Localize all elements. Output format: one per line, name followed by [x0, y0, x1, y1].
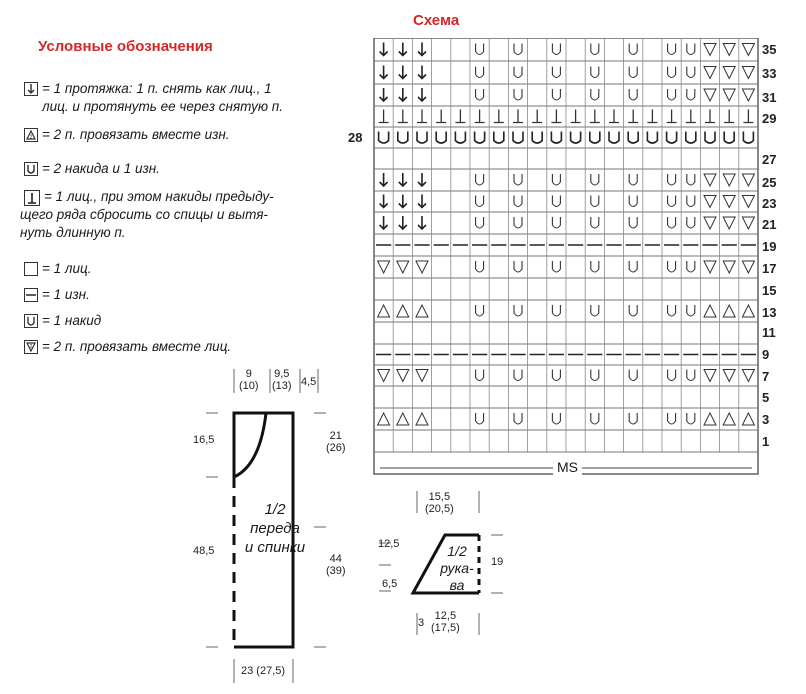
cell-u [629, 217, 637, 228]
cell-arrow [399, 66, 407, 79]
cell-u-bold [475, 132, 485, 144]
cell-v [742, 67, 754, 79]
cell-u [668, 67, 676, 78]
cell-u-bold [590, 132, 600, 144]
row-number: 23 [762, 196, 777, 211]
svg-text:2: 2 [29, 134, 33, 141]
cell-triangle [723, 305, 735, 317]
legend-item-4-line2: щего ряда сбросить со спицы и вытя- [20, 207, 268, 222]
cell-v [723, 370, 735, 382]
triangle-2-symbol-icon [24, 128, 38, 142]
row-number: 15 [762, 283, 777, 298]
row-number: 31 [762, 90, 777, 105]
cell-long-stitch [705, 110, 715, 123]
cell-v [416, 370, 428, 382]
cell-u-bold [513, 132, 523, 144]
legend-item-4-line3: нуть длинную п. [20, 225, 126, 240]
cell-v [742, 217, 754, 229]
legend-item-8-line1: = 2 п. провязать вместе лиц. [42, 339, 232, 354]
cell-u [687, 44, 695, 55]
cell-triangle [397, 305, 409, 317]
body-right-dim-side [326, 553, 346, 577]
sleeve-label-line2: рука- [440, 560, 474, 576]
row-number: 7 [762, 369, 770, 384]
body-label-line3: и спинки [244, 539, 306, 556]
legend-item-1-line2: лиц. и протянуть ее через снятую п. [42, 99, 283, 114]
cell-u [687, 261, 695, 272]
sleeve-bottom-dim-b-alt: (17,5) [431, 622, 460, 634]
cell-u [552, 217, 560, 228]
sleeve-top-dim-value: 15,5 [428, 491, 451, 503]
cell-v [416, 261, 428, 273]
cell-u [591, 196, 599, 207]
body-top-dim-b-value: 9,5 [274, 368, 290, 380]
cell-u-bold [609, 132, 619, 144]
cell-arrow [399, 216, 407, 229]
body-top-dim-c: 4,5 [301, 376, 317, 388]
cell-u [552, 413, 560, 424]
cell-u [514, 305, 522, 316]
cell-u [668, 217, 676, 228]
legend-item-6-line1: = 1 изн. [42, 287, 90, 302]
cell-long-stitch [609, 110, 619, 123]
cell-v [723, 89, 735, 101]
empty-square-symbol-icon [24, 262, 38, 276]
svg-text:2: 2 [29, 344, 33, 350]
cell-u [668, 44, 676, 55]
body-left-dim-body: 48,5 [193, 545, 215, 557]
cell-u [552, 370, 560, 381]
row-number: 29 [762, 111, 777, 126]
cell-triangle [397, 413, 409, 425]
cell-triangle [723, 413, 735, 425]
cell-u [591, 89, 599, 100]
sleeve-label-line1: 1/2 [447, 543, 467, 559]
cell-long-stitch [724, 110, 734, 123]
row-number: 1 [762, 434, 770, 449]
cell-u [668, 261, 676, 272]
cell-u [476, 67, 484, 78]
cell-v [397, 261, 409, 273]
cell-u [629, 89, 637, 100]
body-top-dim-a [239, 368, 259, 392]
cell-u [552, 196, 560, 207]
cell-u [591, 174, 599, 185]
cell-triangle [416, 305, 428, 317]
cell-triangle [704, 413, 716, 425]
cell-triangle [416, 413, 428, 425]
cell-v [723, 261, 735, 273]
body-top-dim-b [272, 368, 292, 392]
row-number: 3 [762, 412, 770, 427]
cell-u-bold [398, 132, 408, 144]
cell-v [723, 174, 735, 186]
cell-u-bold [455, 132, 465, 144]
knitting-grid [370, 38, 765, 478]
cell-v [742, 261, 754, 273]
cell-u-bold [417, 132, 427, 144]
cell-u [476, 174, 484, 185]
body-right-dim-side-alt: (39) [326, 565, 346, 577]
cell-u [514, 67, 522, 78]
cell-long-stitch [667, 110, 677, 123]
cell-long-stitch [475, 110, 485, 123]
row-number: 17 [762, 261, 777, 276]
legend-item-7-line1: = 1 накид [42, 313, 102, 328]
cell-arrow [418, 195, 426, 208]
cell-u [591, 67, 599, 78]
legend-item-1-line1: = 1 протяжка: 1 п. снять как лиц., 1 [42, 81, 272, 96]
cell-u [591, 217, 599, 228]
cell-long-stitch [551, 110, 561, 123]
cell-long-stitch [513, 110, 523, 123]
dash-symbol-icon [24, 288, 38, 302]
cell-u [591, 261, 599, 272]
ms-label: MS [553, 459, 582, 475]
chart-title: Схема [413, 12, 460, 29]
cell-u [514, 217, 522, 228]
cell-v [704, 67, 716, 79]
row-number: 13 [762, 305, 777, 320]
row-number: 21 [762, 217, 777, 232]
cell-arrow [380, 216, 388, 229]
row-number: 25 [762, 175, 777, 190]
cell-triangle [742, 413, 754, 425]
legend-item-4-line1: = 1 лиц., при этом накиды предыду- [44, 189, 274, 204]
body-top-dim-a-alt: (10) [239, 380, 259, 392]
long-stitch-symbol-icon [24, 190, 40, 206]
cell-v [723, 44, 735, 56]
cell-u-bold [724, 132, 734, 144]
cell-u [514, 261, 522, 272]
cell-v [723, 217, 735, 229]
cell-v [742, 174, 754, 186]
cell-u-bold [551, 132, 561, 144]
cell-u [514, 413, 522, 424]
body-label-line1: 1/2 [264, 501, 286, 518]
cell-u [476, 413, 484, 424]
cell-u [629, 174, 637, 185]
legend-title: Условные обозначения [38, 38, 213, 55]
cell-u-bold [743, 132, 753, 144]
cell-u-bold [628, 132, 638, 144]
cell-long-stitch [571, 110, 581, 123]
cell-u [552, 44, 560, 55]
sleeve-bottom-dim-b [431, 610, 460, 634]
cell-u [668, 196, 676, 207]
cell-arrow [418, 43, 426, 56]
sleeve-bottom-dim-b-value: 12,5 [434, 610, 457, 622]
cell-u [476, 370, 484, 381]
cell-long-stitch [379, 110, 389, 123]
cell-u [552, 261, 560, 272]
cell-u [514, 370, 522, 381]
row-number: 27 [762, 152, 777, 167]
cell-u [476, 89, 484, 100]
body-right-dim-side-value: 44 [329, 553, 342, 565]
row-number: 19 [762, 239, 777, 254]
cell-u [552, 89, 560, 100]
cell-u [687, 217, 695, 228]
cell-u [514, 174, 522, 185]
cell-arrow [418, 88, 426, 101]
body-bottom-dim: 23 (27,5) [241, 665, 286, 677]
cell-u [476, 217, 484, 228]
cell-triangle [704, 305, 716, 317]
cell-u [514, 44, 522, 55]
body-top-dim-a-value: 9 [245, 368, 252, 380]
sleeve-right-dim: 19 [491, 556, 504, 568]
cell-u [668, 174, 676, 185]
cell-v [378, 261, 390, 273]
cell-arrow [418, 66, 426, 79]
cell-long-stitch [628, 110, 638, 123]
cell-arrow [418, 216, 426, 229]
cell-v [742, 44, 754, 56]
cell-long-stitch [455, 110, 465, 123]
cell-arrow [399, 43, 407, 56]
cell-v [378, 370, 390, 382]
cell-long-stitch [494, 110, 504, 123]
cell-long-stitch [647, 110, 657, 123]
cell-u [476, 261, 484, 272]
cell-u [591, 370, 599, 381]
cell-u [591, 413, 599, 424]
cell-v [723, 196, 735, 208]
cell-u [591, 305, 599, 316]
cell-u [668, 370, 676, 381]
legend-item-3-line1: = 2 накида и 1 изн. [42, 161, 160, 176]
cell-arrow [399, 173, 407, 186]
cell-triangle [378, 305, 390, 317]
row-number: 33 [762, 66, 777, 81]
u-symbol-icon [24, 162, 38, 176]
cell-arrow [418, 173, 426, 186]
cell-u [687, 305, 695, 316]
row-number-left: 28 [348, 130, 363, 145]
cell-u [687, 370, 695, 381]
cell-u [476, 196, 484, 207]
cell-v [723, 67, 735, 79]
sleeve-label-line3: ва [449, 577, 465, 593]
sleeve-left-dim-top: 12,5 [378, 538, 400, 550]
body-left-dim-neck: 16,5 [193, 434, 215, 446]
cell-triangle [742, 305, 754, 317]
cell-long-stitch [417, 110, 427, 123]
arrow-down-symbol-icon [24, 82, 38, 96]
cell-arrow [380, 173, 388, 186]
cell-u-bold [705, 132, 715, 144]
cell-long-stitch [686, 110, 696, 123]
cell-u [629, 67, 637, 78]
cell-u-bold [494, 132, 504, 144]
cell-u [687, 413, 695, 424]
legend-item-2-line1: = 2 п. провязать вместе изн. [42, 127, 230, 142]
cell-u [591, 44, 599, 55]
cell-v [397, 370, 409, 382]
cell-v [704, 370, 716, 382]
row-number: 9 [762, 347, 770, 362]
cell-u-bold [532, 132, 542, 144]
cell-long-stitch [398, 110, 408, 123]
cell-long-stitch [532, 110, 542, 123]
cell-u [552, 305, 560, 316]
body-right-dim-arm-alt: (26) [326, 442, 346, 454]
cell-u [687, 196, 695, 207]
body-label-line2: переда [250, 520, 300, 537]
u-small-symbol-icon [24, 314, 38, 328]
cell-long-stitch [590, 110, 600, 123]
cell-u [629, 44, 637, 55]
cell-arrow [399, 195, 407, 208]
cell-u [629, 413, 637, 424]
cell-arrow [380, 66, 388, 79]
cell-v [704, 174, 716, 186]
sleeve-left-dim-bottom: 6,5 [382, 578, 398, 590]
cell-u [668, 305, 676, 316]
sleeve-pattern-label [435, 543, 479, 594]
cell-u [514, 89, 522, 100]
cell-u-bold [647, 132, 657, 144]
cell-v [704, 261, 716, 273]
sleeve-top-dim [425, 491, 454, 515]
cell-u [629, 261, 637, 272]
cell-arrow [380, 195, 388, 208]
cell-u [629, 305, 637, 316]
body-top-dim-b-alt: (13) [272, 380, 292, 392]
cell-v [742, 196, 754, 208]
cell-long-stitch [436, 110, 446, 123]
cell-u-bold [571, 132, 581, 144]
cell-u [668, 89, 676, 100]
cell-u [687, 174, 695, 185]
cell-u [552, 174, 560, 185]
row-number: 5 [762, 390, 770, 405]
body-pattern-label [235, 500, 315, 557]
body-right-dim-arm [326, 430, 346, 454]
row-number: 35 [762, 42, 777, 57]
cell-v [742, 89, 754, 101]
cell-u-bold [379, 132, 389, 144]
cell-u [514, 196, 522, 207]
cell-arrow [399, 88, 407, 101]
cell-v [704, 89, 716, 101]
cell-u [476, 305, 484, 316]
legend-item-5-line1: = 1 лиц. [42, 261, 92, 276]
cell-triangle [378, 413, 390, 425]
cell-u [668, 413, 676, 424]
cell-u [629, 196, 637, 207]
cell-v [742, 370, 754, 382]
cell-v [704, 196, 716, 208]
sleeve-top-dim-alt: (20,5) [425, 503, 454, 515]
cell-arrow [380, 88, 388, 101]
cell-arrow [380, 43, 388, 56]
cell-v [704, 44, 716, 56]
cell-u [476, 44, 484, 55]
cell-u [687, 67, 695, 78]
v-2-symbol-icon [24, 340, 38, 354]
cell-u-bold [667, 132, 677, 144]
cell-u [629, 370, 637, 381]
cell-v [704, 217, 716, 229]
cell-u [552, 67, 560, 78]
sleeve-bottom-dim-a: 3 [418, 617, 425, 629]
body-right-dim-arm-value: 21 [329, 430, 342, 442]
cell-long-stitch [743, 110, 753, 123]
cell-u [687, 89, 695, 100]
cell-u-bold [686, 132, 696, 144]
cell-u-bold [436, 132, 446, 144]
row-number: 11 [762, 325, 776, 340]
